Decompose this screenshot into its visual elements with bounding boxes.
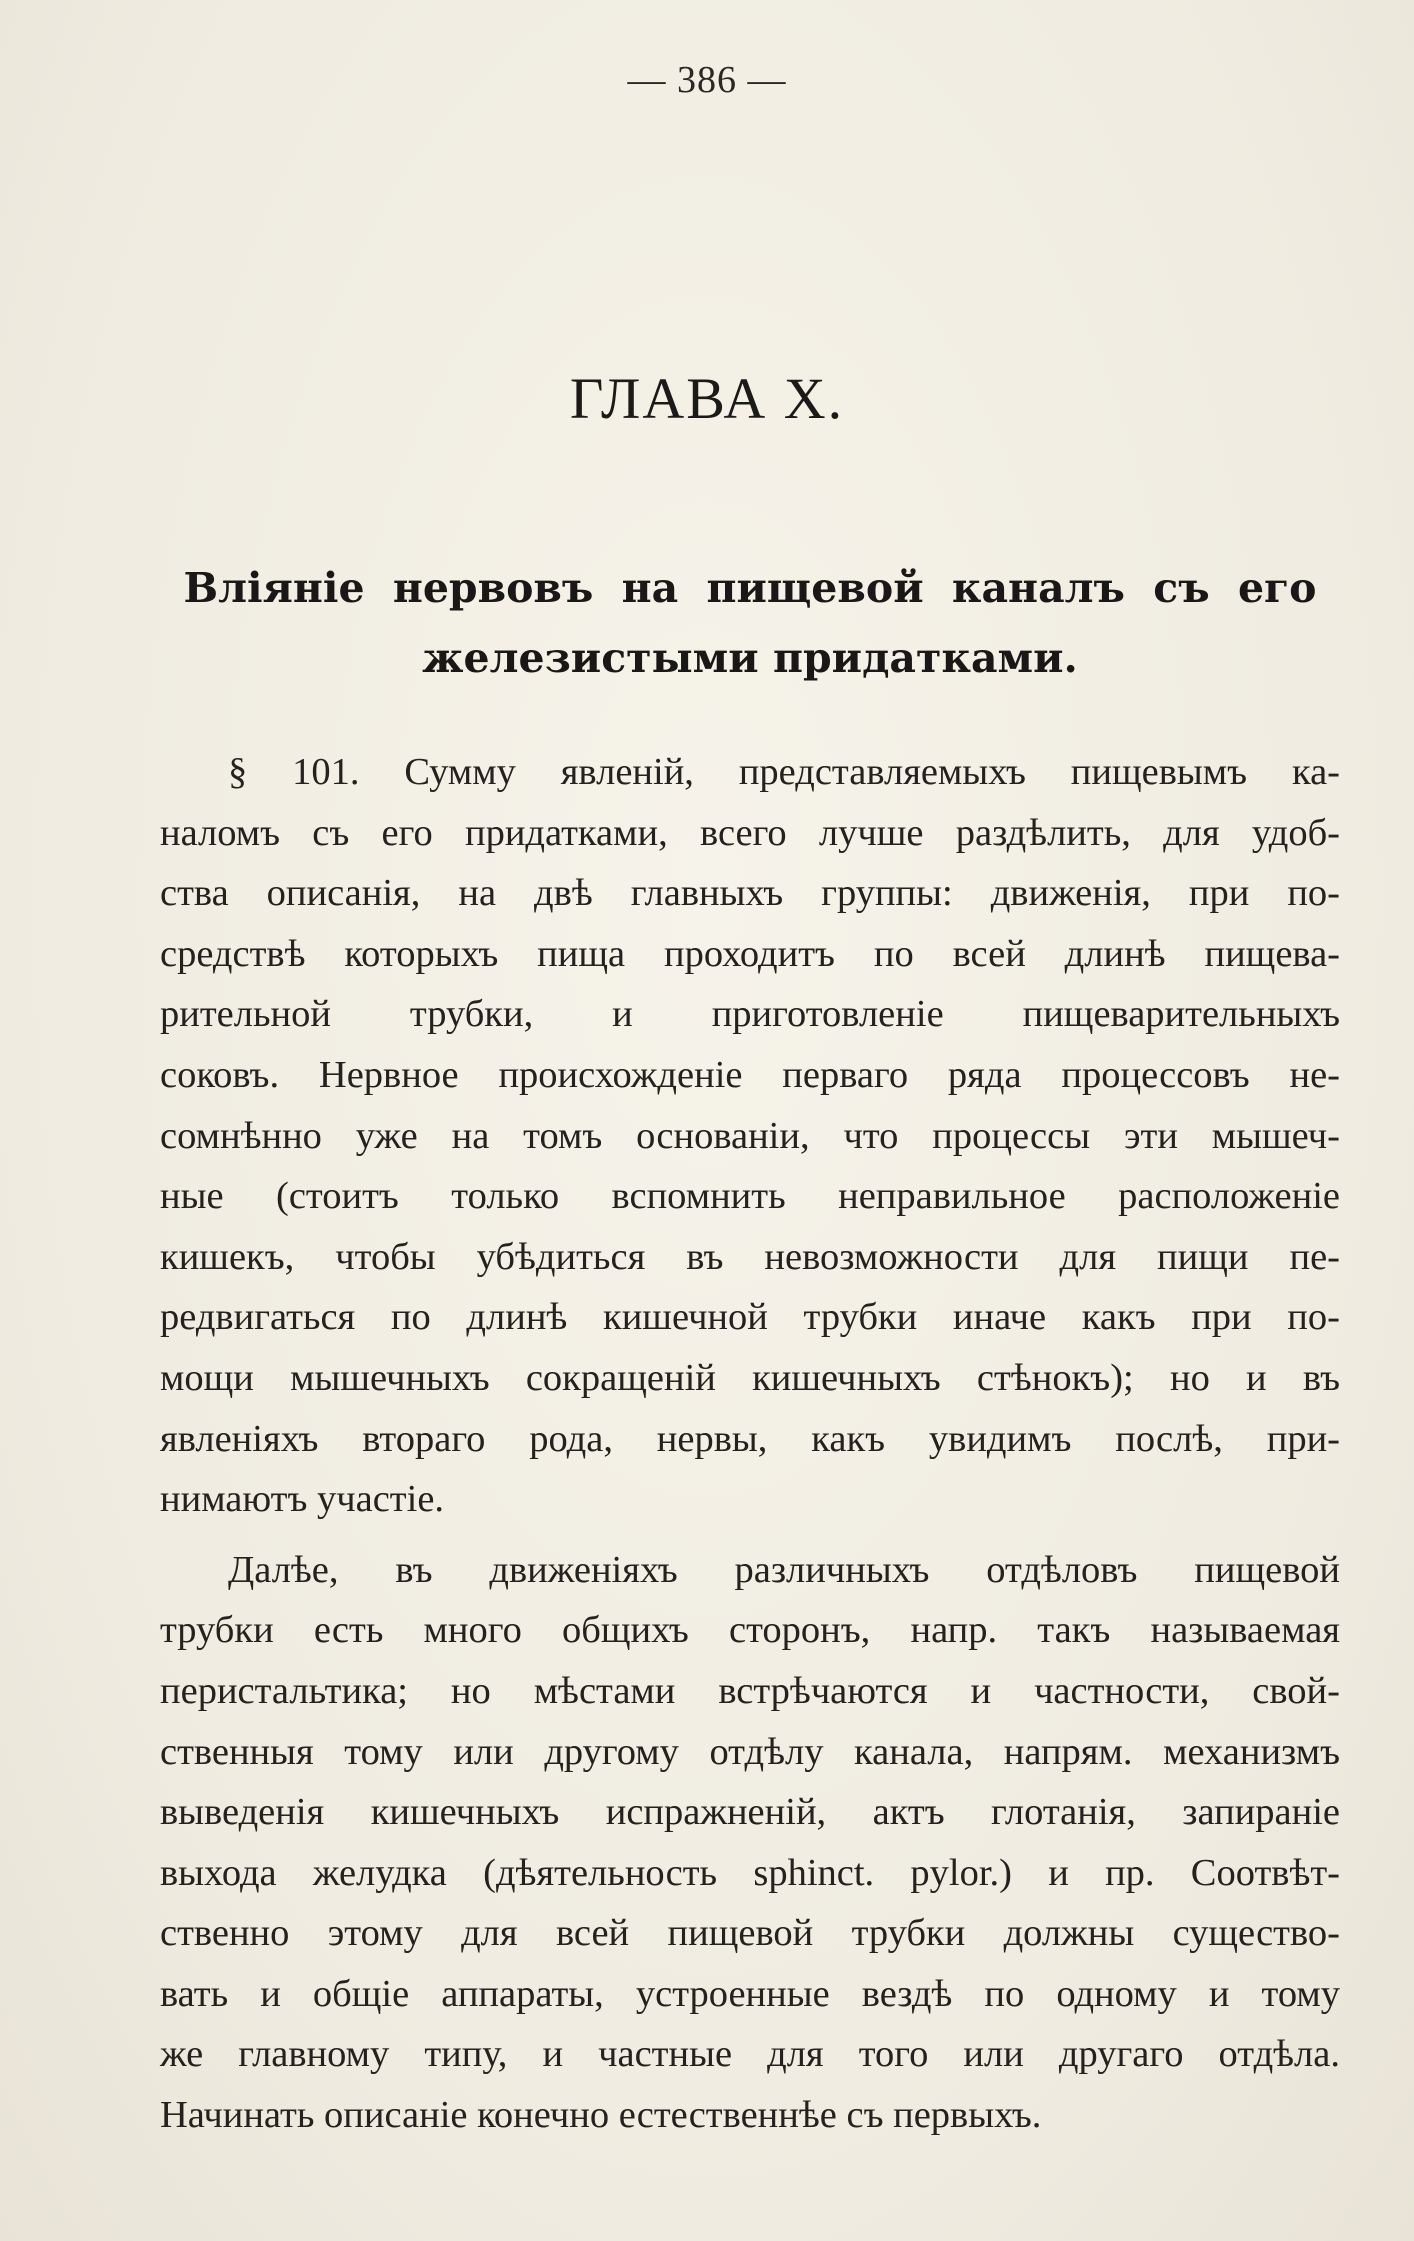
text-line: вать и общiе аппараты, устроенные вездѣ по одному и тому: [160, 1972, 1340, 2015]
text-line: явленiяхъ втораго рода, нервы, какъ увидимъ послѣ, при-: [160, 1417, 1340, 1460]
text-line: Начинать описанiе конечно естественнѣе съ первыхъ.: [160, 2094, 1042, 2137]
text-line: же главному типу, и частные для того или другаго отдѣла.: [160, 2033, 1340, 2076]
page-number: — 386 —: [627, 59, 787, 101]
text-line: выведенiя кишечныхъ испражненiй, актъ глотанiя, запиранiе: [160, 1791, 1340, 1834]
text-line: ственныя тому или другому отдѣлу канала, напрям. механизмъ: [160, 1730, 1340, 1773]
text-line: средствѣ которыхъ пища проходитъ по всей длинѣ пищева-: [160, 932, 1340, 975]
text-line: Далѣе, въ движенiяхъ различныхъ отдѣловъ пищевой: [228, 1548, 1340, 1591]
text-line: редвигаться по длинѣ кишечной трубки иначе какъ при по-: [160, 1296, 1340, 1339]
text-line: § 101. Сумму явленiй, представляемыхъ пищевымъ ка-: [228, 751, 1340, 793]
text-line: нимаютъ участiе.: [160, 1478, 445, 1521]
text-line: соковъ. Нервное происхожденiе перваго ряда процессовъ не-: [160, 1053, 1340, 1096]
text-line: ственно этому для всей пищевой трубки должны существо-: [160, 1912, 1340, 1955]
text-line: выхода желудка (дѣятельность sphinct. pylor.) и пр. Соотвѣт-: [160, 1851, 1340, 1894]
text-line: трубки есть много общихъ сторонъ, напр. такъ называемая: [160, 1609, 1340, 1652]
chapter-title: ГЛАВА X.: [569, 366, 845, 431]
paragraph-2: [160, 1540, 1340, 2146]
text-line: сомнѣнно уже на томъ основанiи, что процессы эти мышеч-: [160, 1114, 1340, 1157]
text-line: ные (стоитъ только вспомнить неправильное расположенiе: [160, 1175, 1340, 1218]
text-line: кишекъ, чтобы убѣдиться въ невозможности для пищи пе-: [160, 1235, 1340, 1278]
section-heading-line: Влiянiе нервовъ на пищевой каналъ съ его: [183, 564, 1317, 612]
text-line: ства описанiя, на двѣ главныхъ группы: движенiя, при по-: [160, 872, 1340, 915]
section-heading-line: железистыми придатками.: [422, 634, 1078, 682]
body-text: [160, 742, 1340, 2146]
text-line: наломъ съ его придатками, всего лучше раздѣлить, для удоб-: [160, 811, 1340, 854]
text-line: перистальтика; но мѣстами встрѣчаются и частности, свой-: [160, 1669, 1340, 1712]
text-line: мощи мышечныхъ сокращенiй кишечныхъ стѣнокъ); но и въ: [160, 1356, 1340, 1399]
paragraph-1: [160, 742, 1340, 1530]
text-line: рительной трубки, и приготовленiе пищеварительныхъ: [160, 993, 1340, 1036]
section-heading: [165, 553, 1335, 693]
